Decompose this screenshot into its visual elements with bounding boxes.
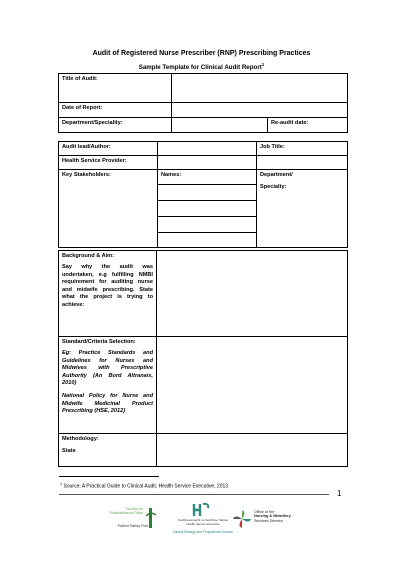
stakeholder-name-field[interactable] <box>158 217 257 233</box>
methodology-heading: Methodology: <box>62 436 99 442</box>
pinwheel-icon <box>232 509 252 529</box>
department-speciality-field[interactable] <box>172 118 268 133</box>
patient-safety-first-logo <box>108 506 168 532</box>
state-label: State <box>62 448 76 454</box>
logo2-caption: Clinical Strategy and Programmes Division <box>172 530 234 534</box>
background-aim-heading: Background & Aim: <box>62 253 115 259</box>
audit-team-table <box>58 141 348 248</box>
department-label: Department/ <box>260 172 293 178</box>
job-title-label[interactable]: Job Title: <box>257 142 348 156</box>
stakeholder-name-field[interactable] <box>158 201 257 217</box>
health-service-provider-label: Health Service Provider: <box>59 156 158 170</box>
standards-criteria-cell <box>59 337 157 434</box>
standards-criteria-field[interactable] <box>157 337 348 434</box>
subtitle-footnote-ref: 1 <box>261 62 265 67</box>
nursing-midwifery-office-logo <box>232 507 307 531</box>
logo3-line3: Services Director <box>254 518 283 523</box>
methodology-field[interactable] <box>157 434 348 467</box>
footnote-rule <box>59 476 159 477</box>
stakeholder-name-field[interactable] <box>158 233 257 248</box>
health-service-provider-field[interactable] <box>158 156 257 170</box>
re-audit-date-label[interactable]: Re-audit date: <box>268 118 348 133</box>
hse-emblem-icon <box>192 502 212 518</box>
national-policy-text: National Policy for Nurse and Midwife Medicinal Product Prescribing (HSE, 2012) <box>62 392 153 415</box>
document-title: Audit of Registered Nurse Prescriber (RNP) Prescribing Practices <box>92 50 311 57</box>
logo2-irish-text: Feidhmeannacht na Seirbhíse Sláinte <box>177 518 229 522</box>
hse-logo <box>172 502 235 538</box>
logo1-english-text: Patient Safety First <box>117 524 148 528</box>
audit-info-table <box>58 73 348 133</box>
page-number: 1 <box>337 489 342 498</box>
department-speciality-label: Department/Speciality: <box>59 118 172 133</box>
specialty-label: Specialty: <box>260 184 287 190</box>
standards-criteria-heading: Standard/Criteria Selection: <box>62 339 136 345</box>
title-of-audit-field[interactable] <box>172 74 348 103</box>
audit-lead-field[interactable] <box>158 142 257 156</box>
footnote-ref: 1 <box>60 482 63 486</box>
background-aim-text: Say why the audit was undertaken, e.g fulfilling NMBI requirement for auditing nurse and midwife prescribing. State what the project is trying to achieve: <box>62 264 153 308</box>
standards-example-text: Eg: Practice Standards and Guidelines for Nurses and Midwives with Prescriptive Authority (An Bord Altranais, 2010) <box>62 350 153 387</box>
logo3-line2: Nursing & Midwifery <box>254 514 291 519</box>
background-aim-cell <box>59 251 157 337</box>
names-label[interactable]: Names: <box>158 170 257 185</box>
subtitle-text: Sample Template for Clinical Audit Report <box>138 64 262 72</box>
document-subtitle <box>0 62 403 71</box>
stakeholder-department-cell[interactable] <box>257 170 348 248</box>
logo2-english-text: Health Service Executive <box>186 521 220 526</box>
footnote <box>60 482 228 490</box>
date-of-report-field[interactable] <box>172 103 348 118</box>
date-of-report-label: Date of Report: <box>59 103 172 118</box>
title-of-audit-label: Title of Audit: <box>59 74 172 103</box>
health-service-provider-extra[interactable] <box>257 156 348 170</box>
logo1-irish-text: Tús Áite do Shábháilteacht Othar <box>109 507 143 516</box>
stakeholder-name-field[interactable] <box>158 185 257 201</box>
background-aim-field[interactable] <box>157 251 348 337</box>
footer-rule <box>59 494 329 495</box>
footnote-text: Source: A Practical Guide to Clinical Audit, Health Service Executive, 2013 <box>63 483 229 490</box>
methodology-cell <box>59 434 157 467</box>
key-stakeholders-label: Key Stakeholders: <box>59 170 158 248</box>
audit-details-table <box>58 250 348 467</box>
audit-lead-label: Audit lead/Author: <box>59 142 158 156</box>
logo3-line1: Office of the <box>254 510 275 514</box>
